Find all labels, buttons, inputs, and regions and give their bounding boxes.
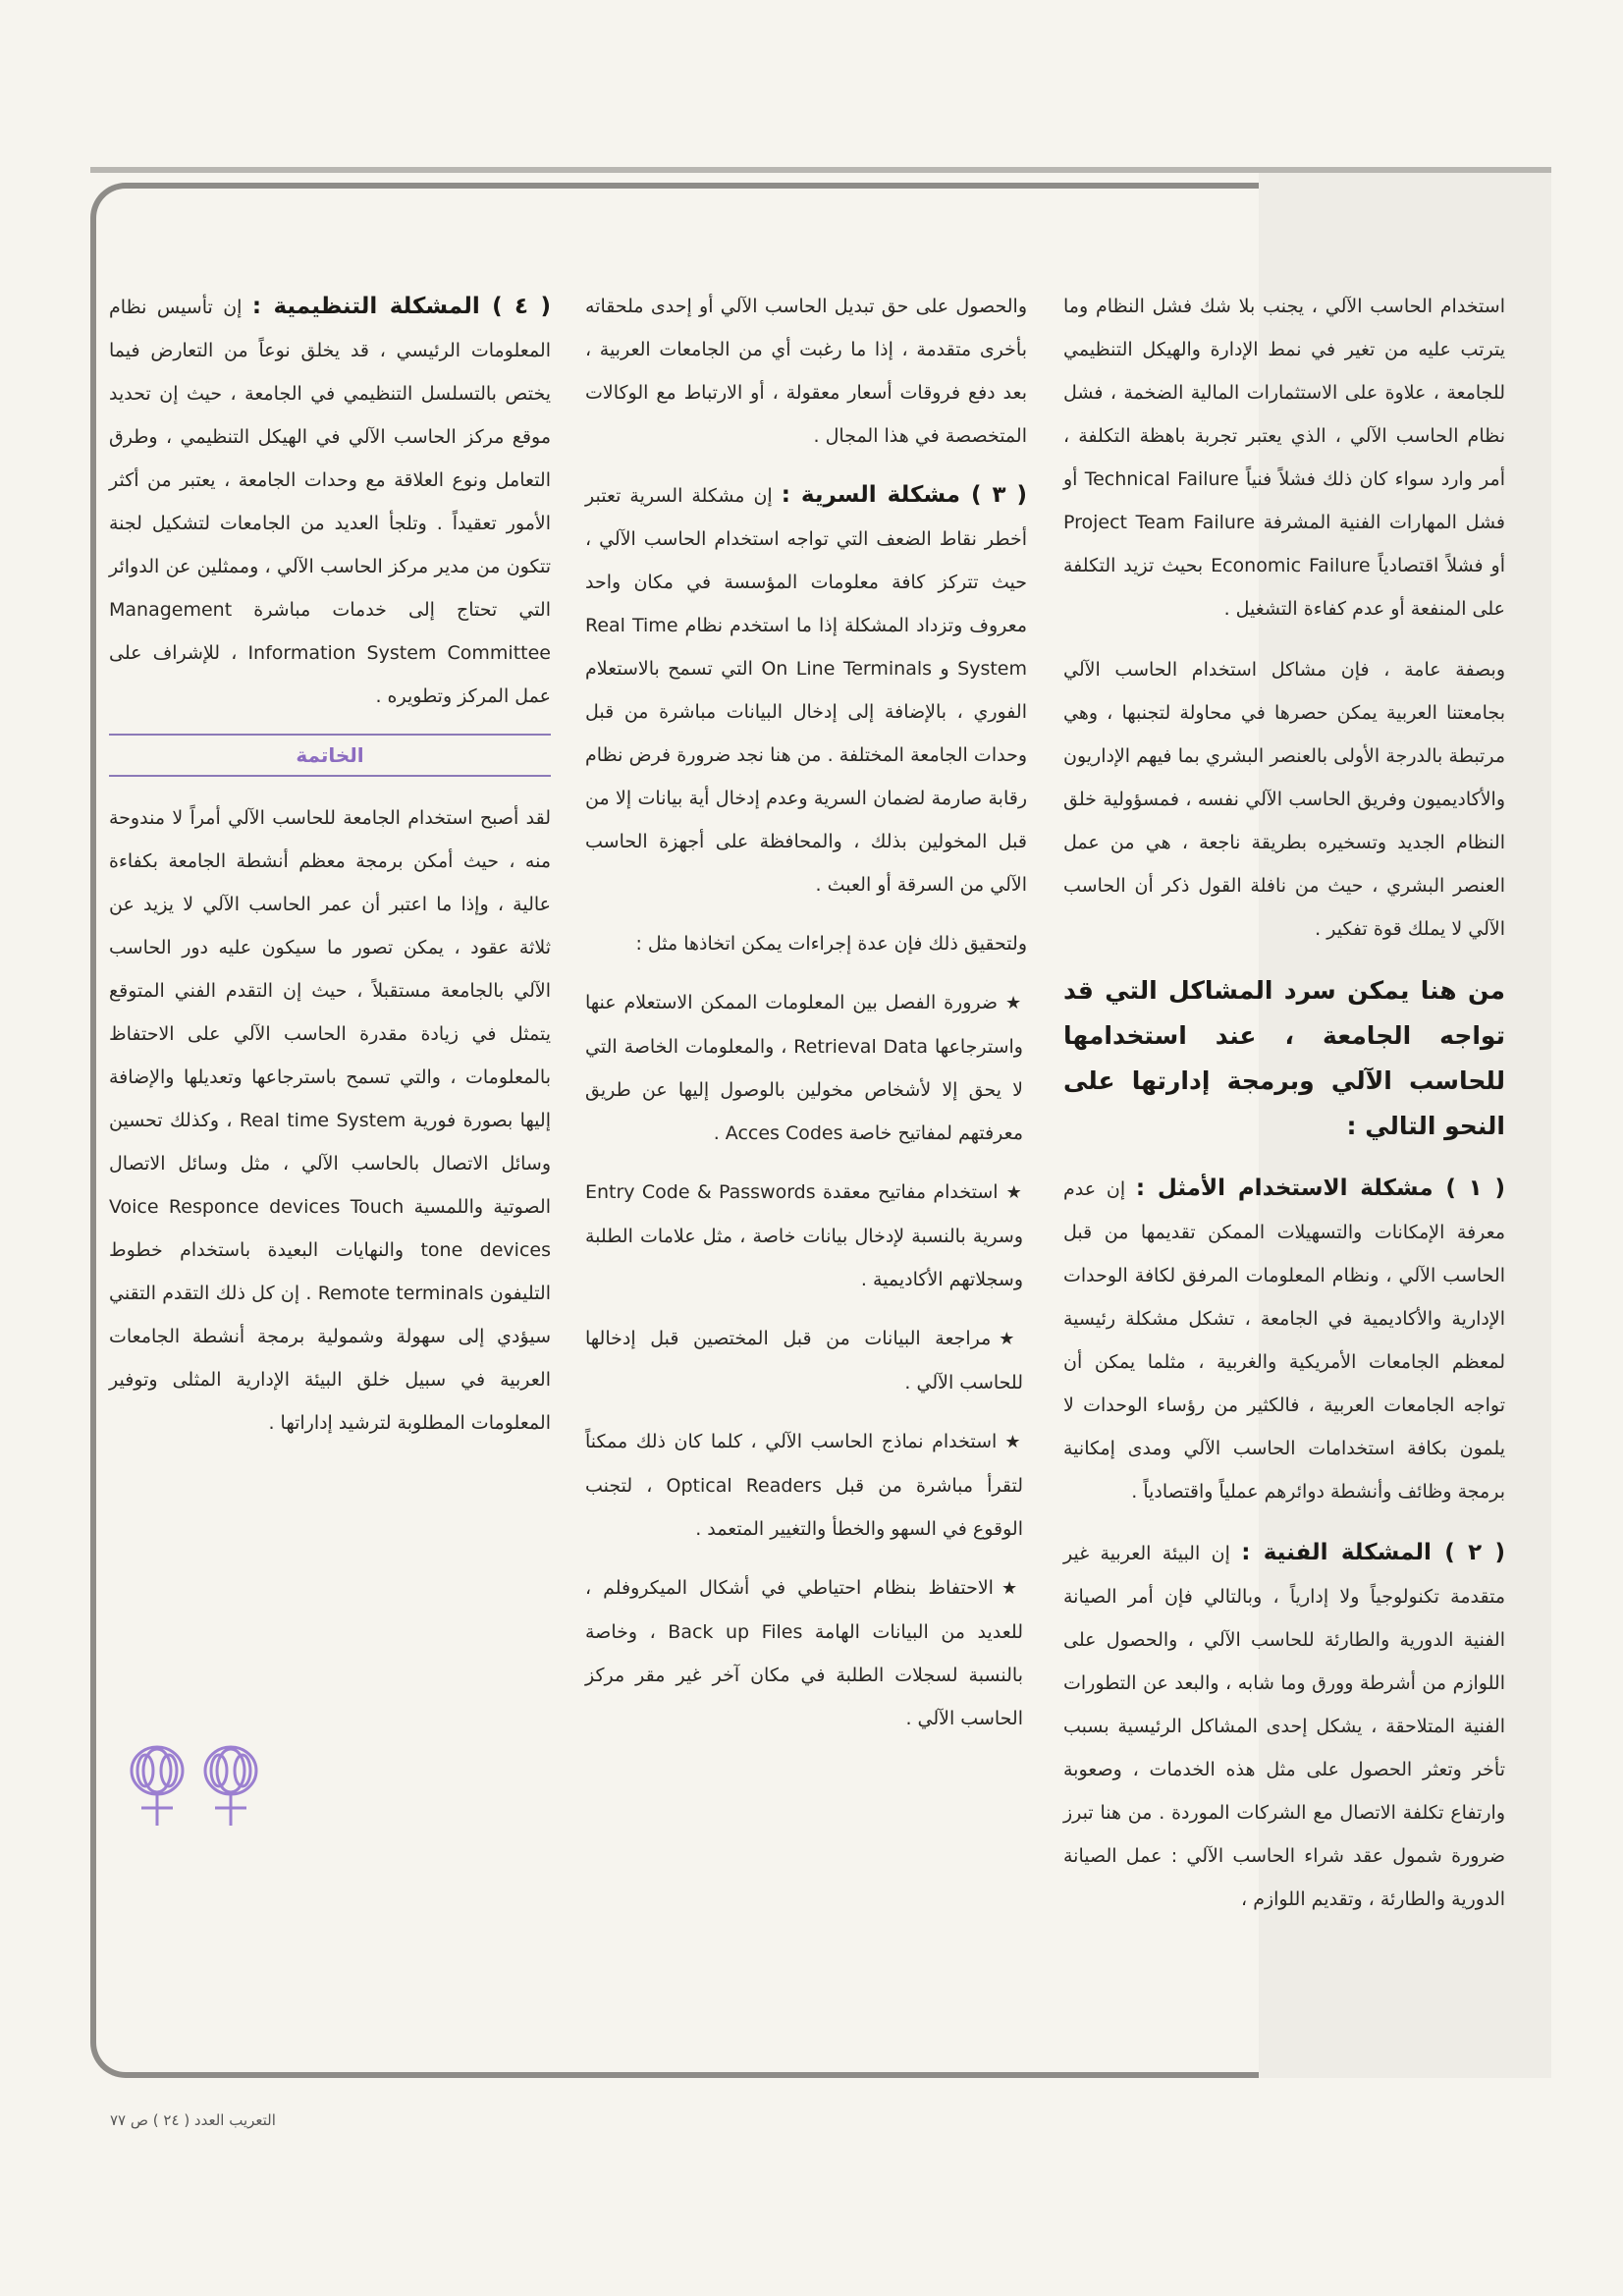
conclusion-text: لقد أصبح استخدام الجامعة للحاسب الآلي أمراً لا مندوحة منه ، حيث أمكن برمجة معظم أنشطة الجامعة بكفاءة عالية ، وإذا ما اعتبر أن عمر الحاسب الآلي لا يزيد عن ثلاثة عقود ، يمكن تصور ما سيكون عليه دور الحاسب الآلي بالجامعة مستقبلاً ، حيث إن التقدم الفني المتوقع يتمثل في زيادة مقدرة الحاسب الآلي على الاحتفاظ بالمعلومات ، والتي تسمح باسترجاعها وتعديلها والإضافة إليها بصورة فورية Real time System ، وكذلك تحسين وسائل الاتصال بالحاسب الآلي ، مثل وسائل الاتصال الصوتية واللمسية Voice Responce devices Touch tone devices والنهايات البعيدة باستخدام خطوط التليفون Remote terminals . إن كل ذلك التقدم التقني سيؤدي إلى سهولة وشمولية برمجة أنشطة الجامعات العربية في سبيل خلق البيئة الإدارية المثلى وتوفير المعلومات المطلوبة لترشيد إداراتها . bbox=[109, 807, 551, 1434]
star-icon: ★ bbox=[1001, 1578, 1023, 1599]
section-title: ( ٢ ) المشكلة الفنية : bbox=[1241, 1540, 1505, 1565]
star-icon: ★ bbox=[1005, 1182, 1024, 1203]
section-text: إن البيئة العربية غير متقدمة تكنولوجياً ولا إدارياً ، وبالتالي فإن أمر الصيانة الفنية الدورية والطارئة للحاسب الآلي ، والحصول على اللوازم من أشرطة وورق وما شابه ، والبعد عن التطورات الفنية المتلاحقة ، يشكل إحدى المشاكل الرئيسية بسبب تأخر وتعثر الحصول على مثل هذه الخدمات ، وصعوبة وارتفاع تكلفة الاتصال مع الشركات الموردة . من هنا تبرز ضرورة شمول عقد شراء الحاسب الآلي : عمل الصيانة الدورية والطارئة ، وتقديم اللوازم ، bbox=[1063, 1543, 1505, 1910]
star-icon: ★ bbox=[1005, 993, 1024, 1013]
star-icon: ★ bbox=[999, 1329, 1023, 1349]
list-item: ★استخدام نماذج الحاسب الآلي ، كلما كان ذلك ممكناً لتقرأ مباشرة من قبل Optical Readers ، لتجنب الوقوع في السهو والخطأ والتغيير المتعمد . bbox=[585, 1431, 1023, 1540]
column-left bbox=[109, 285, 551, 1460]
section-title: ( ٤ ) المشكلة التنظيمية : bbox=[251, 294, 551, 319]
star-icon: ★ bbox=[1004, 1432, 1023, 1452]
column-middle bbox=[585, 285, 1027, 1756]
paragraph: ولتحقيق ذلك فإن عدة إجراءات يمكن اتخاذها مثل : bbox=[635, 933, 1027, 955]
paragraph: وبصفة عامة ، فإن مشاكل استخدام الحاسب الآلي بجامعتنا العربية يمكن حصرها في محاولة لتجنبها ، وهي مرتبطة بالدرجة الأولى بالعنصر البشري بما فيهم الإداريون والأكاديميون وفريق الحاسب الآلي نفسه ، فمسؤولية خلق النظام الجديد وتسخيره بطريقة ناجعة ، هي من عمل العنصر البشري ، حيث من نافلة القول ذكر أن الحاسب الآلي لا يملك قوة تفكير . bbox=[1063, 659, 1505, 940]
section-text: إن تأسيس نظام المعلومات الرئيسي ، قد يخلق نوعاً من التعارض فيما يختص بالتسلسل التنظيمي في الجامعة ، حيث إن تحديد موقع مركز الحاسب الآلي في الهيكل التنظيمي ، وطرق التعامل ونوع العلاقة مع وحدات الجامعة ، يعتبر من أكثر الأمور تعقيداً . وتلجأ العديد من الجامعات لتشكيل لجنة تتكون من مدير مركز الحاسب الآلي ، وممثلين عن الدوائر التي تحتاج إلى خدمات مباشرة Management Information System Committee ، للإشراف على عمل المركز وتطويره . bbox=[109, 297, 551, 707]
section-text: إن مشكلة السرية تعتبر أخطر نقاط الضعف التي تواجه استخدام الحاسب الآلي ، حيث تتركز كافة معلومات المؤسسة في مكان واحد معروف وتزداد المشكلة إذا ما استخدم نظام Real Time System و On Line Terminals التي تسمح بالاستعلام الفوري ، بالإضافة إلى إدخال البيانات مباشرة من قبل وحدات الجامعة المختلفة . من هنا نجد ضرورة فرض نظام رقابة صارمة لضمان السرية وعدم إدخال أية بيانات إلا من قبل المخولين بذلك ، والمحافظة على أجهزة الحاسب الآلي من السرقة أو العبث . bbox=[585, 485, 1027, 896]
section-4 bbox=[109, 285, 551, 718]
paragraph: والحصول على حق تبديل الحاسب الآلي أو إحدى ملحقاته بأخرى متقدمة ، إذا ما رغبت أي من الجامعات العربية ، بعد دفع فروقات أسعار معقولة ، أو الارتباط مع الوكالات المتخصصة في هذا المجال . bbox=[585, 296, 1027, 447]
section-1 bbox=[1063, 1167, 1505, 1513]
conclusion-title: الخاتمة bbox=[109, 734, 551, 777]
list-item: ★الاحتفاظ بنظام احتياطي في أشكال الميكروفلم ، للعديد من البيانات الهامة Back up Files ، وخاصة بالنسبة لسجلات الطلبة في مكان آخر غير مقر مركز الحاسب الآلي . bbox=[585, 1577, 1023, 1729]
flower-ornament-icon bbox=[118, 1743, 275, 1828]
list-item: ★ضرورة الفصل بين المعلومات الممكن الاستعلام عنها واسترجاعها Retrieval Data ، والمعلومات الخاصة التي لا يحق إلا لأشخاص مخولين بالوصول إليها عن طريق معرفتهم لمفاتيح خاصة Acces Codes . bbox=[585, 992, 1024, 1144]
column-right bbox=[1063, 285, 1505, 1939]
list-item: ★مراجعة البيانات من قبل المختصين قبل إدخالها للحاسب الآلي . bbox=[585, 1328, 1023, 1394]
list-item: ★استخدام مفاتيح معقدة Entry Code & Passwords وسرية بالنسبة لإدخال بيانات خاصة ، مثل علامات الطلبة وسجلاتهم الأكاديمية . bbox=[585, 1181, 1024, 1290]
section-heading: من هنا يمكن سرد المشاكل التي قد تواجه الجامعة ، عند استخدامها للحاسب الآلي وبرمجة إدارتها على النحو التالي : bbox=[1063, 976, 1505, 1140]
section-3 bbox=[585, 473, 1027, 906]
section-title: ( ١ ) مشكلة الاستخدام الأمثل : bbox=[1135, 1175, 1505, 1201]
section-text: إن عدم معرفة الإمكانات والتسهيلات الممكن تقديمها من قبل الحاسب الآلي ، ونظام المعلومات المرفق لكافة الوحدات الإدارية والأكاديمية في الجامعة ، تشكل مشكلة رئيسية لمعظم الجامعات الأمريكية والغربية ، مثلما يمكن أن تواجه الجامعات العربية ، فالكثير من رؤساء الوحدات لا يلمون بكافة استخدامات الحاسب الآلي ومدى إمكانية برمجة وظائف وأنشطة دوائرهم عملياً واقتصادياً . bbox=[1063, 1178, 1505, 1503]
page-footer: التعريب العدد ( ٢٤ ) ص ٧٧ bbox=[110, 2111, 276, 2129]
paragraph: استخدام الحاسب الآلي ، يجنب بلا شك فشل النظام وما يترتب عليه من تغير في نمط الإدارة والهيكل التنظيمي للجامعة ، علاوة على الاستثمارات المالية الضخمة ، فشل نظام الحاسب الآلي ، الذي يعتبر تجربة باهظة التكلفة ، أمر وارد سواء كان ذلك فشلاً فنياً Technical Failure أو فشل المهارات الفنية المشرفة Project Team Failure أو فشلاً اقتصادياً Economic Failure بحيث تزيد التكلفة على المنفعة أو عدم كفاءة التشغيل . bbox=[1063, 296, 1505, 620]
section-2 bbox=[1063, 1531, 1505, 1921]
bullet-list bbox=[585, 981, 1027, 1740]
section-title: ( ٣ ) مشكلة السرية : bbox=[781, 482, 1027, 508]
